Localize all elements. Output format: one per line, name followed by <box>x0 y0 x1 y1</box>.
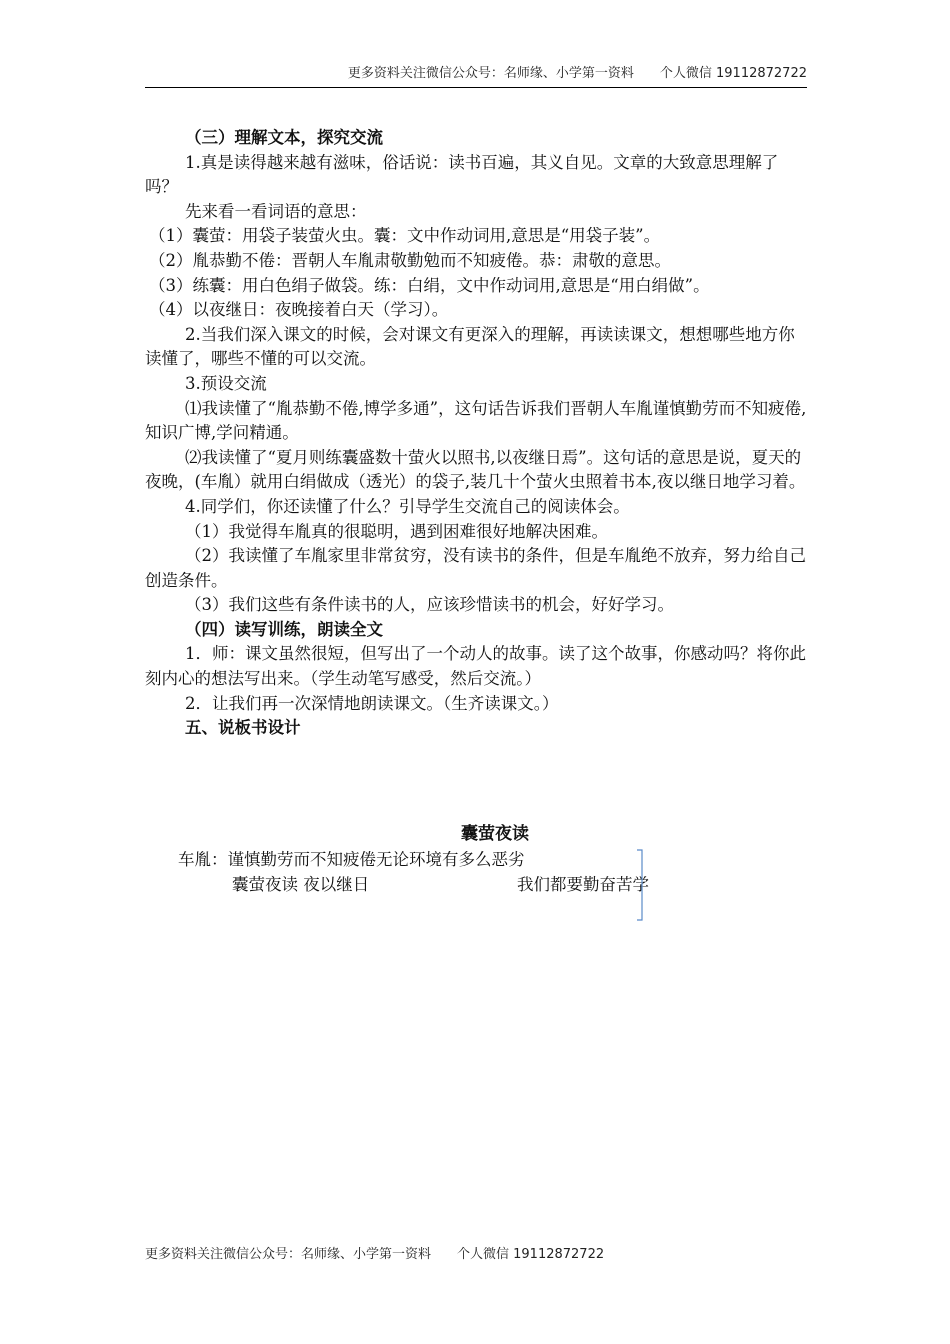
paragraph-read-aloud: 2．让我们再一次深情地朗读课文。（生齐读课文。） <box>185 693 559 713</box>
section-4-heading: （四）读写训练，朗读全文 <box>185 619 383 639</box>
board-line-2-right: 我们都要勤奋苦学 <box>517 875 649 894</box>
paragraph-exchange-1: ⑴我读懂了“胤恭勤不倦,博学多通”，这句话告诉我们晋朝人车胤谨慎勤劳而不知疲倦,知识广博,学问精通。 <box>145 398 807 443</box>
word-definition-2: （2）胤恭勤不倦：晋朝人车胤肃敬勤勉而不知疲倦。恭：肃敬的意思。 <box>149 250 671 270</box>
reflection-1: （1）我觉得车胤真的很聪明，遇到困难很好地解决困难。 <box>185 521 608 541</box>
word-definition-3: （3）练囊：用白色绢子做袋。练：白绢，文中作动词用,意思是“用白绢做”。 <box>149 275 710 295</box>
word-definition-4: （4）以夜继日：夜晚接着白天（学习）。 <box>149 300 449 320</box>
header-rule <box>145 87 807 88</box>
section-3-heading: （三）理解文本，探究交流 <box>185 128 383 147</box>
page-header: 更多资料关注微信公众号：名师缘、小学第一资料 个人微信 19112872722 <box>347 66 807 81</box>
paragraph-exchange-2: ⑵我读懂了“夏月则练囊盛数十萤火以照书,以夜继日焉”。这句话的意思是说，夏天的夜晚，(车胤）就用白绢做成（透光）的袋子,装几十个萤火虫照着书本,夜以继日地学习着。 <box>145 447 806 492</box>
board-line-1: 车胤：谨慎勤劳而不知疲倦无论环境有多么恶劣 <box>178 850 525 869</box>
reflection-3: （3）我们这些有条件读书的人，应该珍惜读书的机会，好好学习。 <box>185 595 674 615</box>
paragraph-word-meanings-intro: 先来看一看词语的意思： <box>185 201 367 221</box>
paragraph-preset-exchange: 3.预设交流 <box>185 373 267 393</box>
bracket-icon <box>636 849 644 921</box>
reflection-2: （2）我读懂了车胤家里非常贫穷，没有读书的条件，但是车胤绝不放弃，努力给自己创造条件。 <box>145 546 806 590</box>
paragraph-writing-task: 1．师：课文虽然很短，但写出了一个动人的故事。读了这个故事，你感动吗？将你此刻内心的想法写出来。（学生动笔写感受，然后交流。） <box>145 644 806 689</box>
paragraph-understand-meaning: 1.真是读得越来越有滋味，俗话说：读书百遍，其义自见。文章的大致意思理解了吗？ <box>145 152 779 197</box>
paragraph-what-else: 4.同学们，你还读懂了什么？引导学生交流自己的阅读体会。 <box>185 496 630 516</box>
section-5-heading: 五、说板书设计 <box>185 718 301 738</box>
board-title: 囊萤夜读 <box>461 824 529 844</box>
board-line-2-left: 囊萤夜读 夜以继日 <box>232 875 370 894</box>
word-definition-1: （1）囊萤：用袋子装萤火虫。囊：文中作动词用,意思是“用袋子装”。 <box>149 226 661 246</box>
document-body <box>145 126 807 741</box>
page-footer: 更多资料关注微信公众号：名师缘、小学第一资料 个人微信 19112872722 <box>145 1247 605 1262</box>
paragraph-read-again: 2.当我们深入课文的时候，会对课文有更深入的理解，再读读课文，想想哪些地方你读懂了，哪些不懂的可以交流。 <box>145 324 795 369</box>
